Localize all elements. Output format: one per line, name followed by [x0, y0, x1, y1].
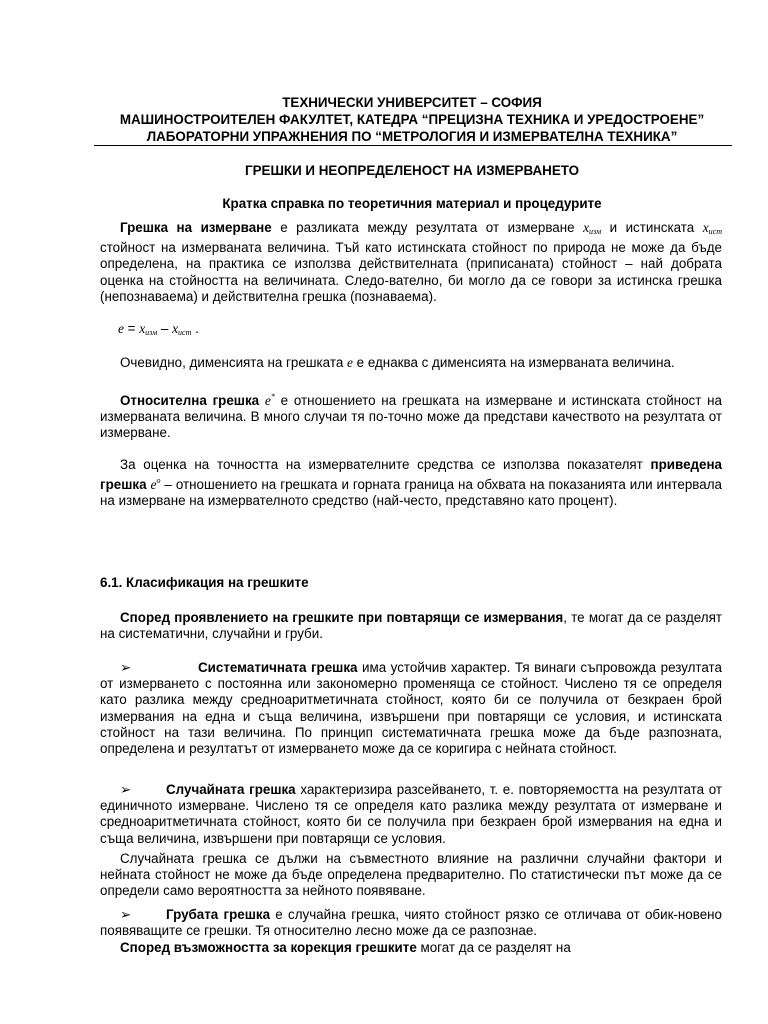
paragraph-relative-error: Относителна грешка e* е отношението на грешката на измерване и истинската стойност на измерваната величина. В много случаи тя по-точно може да представи качеството на резултата от измерване.	[100, 392, 722, 441]
symbol-x-measured: $x_{изм}$	[583, 220, 602, 236]
page-subtitle: Кратка справка по теоретичния материал и процедурите	[222, 196, 602, 211]
header-rule	[94, 145, 732, 146]
term-manifestation: Според проявлението на грешките при повтарящи се измервания	[120, 610, 564, 625]
symbol-e-o: $e^o$	[150, 476, 161, 493]
term-gross-error: Грубата грешка	[166, 907, 271, 922]
text: и истинската	[601, 220, 703, 235]
paragraph-definition	[100, 220, 722, 305]
header-faculty: МАШИНОСТРОИТЕЛЕН ФАКУЛТЕТ, КАТЕДРА “ПРЕЦИЗНА ТЕХНИКА И УРЕДОСТРОЕНЕ”	[119, 112, 705, 127]
symbol-x-true: $x_{ист}$	[702, 220, 722, 236]
bullet-arrow-icon: ➢	[120, 907, 132, 922]
formula-error: $e = x_{изм} - x_{ист}$ .	[118, 321, 199, 337]
bullet-arrow-icon: ➢	[120, 782, 132, 797]
term-systematic-error: Систематичната грешка	[198, 660, 358, 675]
term-reduced-error: приведена грешка	[100, 457, 722, 493]
paragraph-dimension: Очевидно, дименсията на грешката e е еднаква с дименсията на измерваната величина.	[120, 355, 675, 370]
paragraph-reduced-error: За оценка на точността на измервателните средства се използва показателят приведена грешка $e^o$ – отношението на грешката и горната граница на обхвата на показанията или интервала на измерване на измервателното средство (най-често, представяно като процент).	[100, 457, 722, 509]
document-header	[92, 94, 732, 145]
paragraph-classification: Според проявлението на грешките при повтарящи се измервания, те могат да се разделят на систематични, случайни и груби.	[100, 610, 722, 642]
bullet-systematic: ➢ Систематичната грешка има устойчив характер. Тя винаги съпровожда резултата от измерването с постоянна или закономерно променяща се стойност. Числено тя се определя като разлика между средноаритметичната стойност, която би се получила от безкраен брой измервания на една и съща величина, извършени при повтарящи се условия, и истинската стойност на тази величина. По принцип систематичната грешка може да бъде разпозната, определена и резултатът от измерването може да се коригира с нейната стойност.	[100, 660, 722, 757]
paragraph-correction: Според възможността за корекция грешките могат да се разделят на	[120, 940, 571, 955]
header-university: ТЕХНИЧЕСКИ УНИВЕРСИТЕТ – СОФИЯ	[282, 95, 542, 110]
symbol-e-star: e*	[264, 392, 275, 408]
term-random-error: Случайната грешка	[166, 782, 296, 797]
term-correction: Според възможността за корекция грешките	[120, 940, 417, 955]
paragraph-random-cause: Случайната грешка се дължи на съвместното влияние на различни случайни фактори и нейната стойност не може да бъде определена предварително. По статистически път може да се определи само вероятността за нейното появяване.	[100, 851, 722, 899]
page-title: ГРЕШКИ И НЕОПРЕДЕЛЕНОСТ НА ИЗМЕРВАНЕТО	[244, 163, 580, 178]
bullet-gross: ➢ Грубата грешка е случайна грешка, чиято стойност рязко се отличава от обик-новено появяващите се грешки. Тя относително лесно може да се разпознае.	[100, 907, 722, 939]
term-relative-error: Относителна грешка	[120, 393, 260, 408]
text: е разликата между резултата от измерване	[271, 220, 584, 235]
bullet-arrow-icon: ➢	[120, 660, 132, 675]
section-heading: 6.1. Класификация на грешките	[100, 575, 309, 590]
text: стойност на измерваната величина. Тъй като истинската стойност по природа не може да бъде определена, на практика се използва действителната (приписаната) стойност – най добрата оценка на стойността на величината. Следо-вателно, би могло да се говори за истинска грешка (непознаваема) и действителна грешка (познаваема).	[100, 240, 722, 304]
bullet-random: ➢ Случайната грешка характеризира разсейването, т. е. повторяемостта на резултата от единичното измерване. Числено тя се определя като разлика между резултата от измерване и средноаритметичната стойност, която би се получила при безкраен брой измервания на една и съща величина, извършени при повтарящи се условия.	[100, 782, 722, 846]
term-measurement-error: Грешка на измерване	[120, 220, 272, 235]
symbol-e: e	[347, 355, 353, 370]
header-course: ЛАБОРАТОРНИ УПРАЖНЕНИЯ ПО “МЕТРОЛОГИЯ И ИЗМЕРВАТЕЛНА ТЕХНИКА”	[146, 129, 678, 144]
